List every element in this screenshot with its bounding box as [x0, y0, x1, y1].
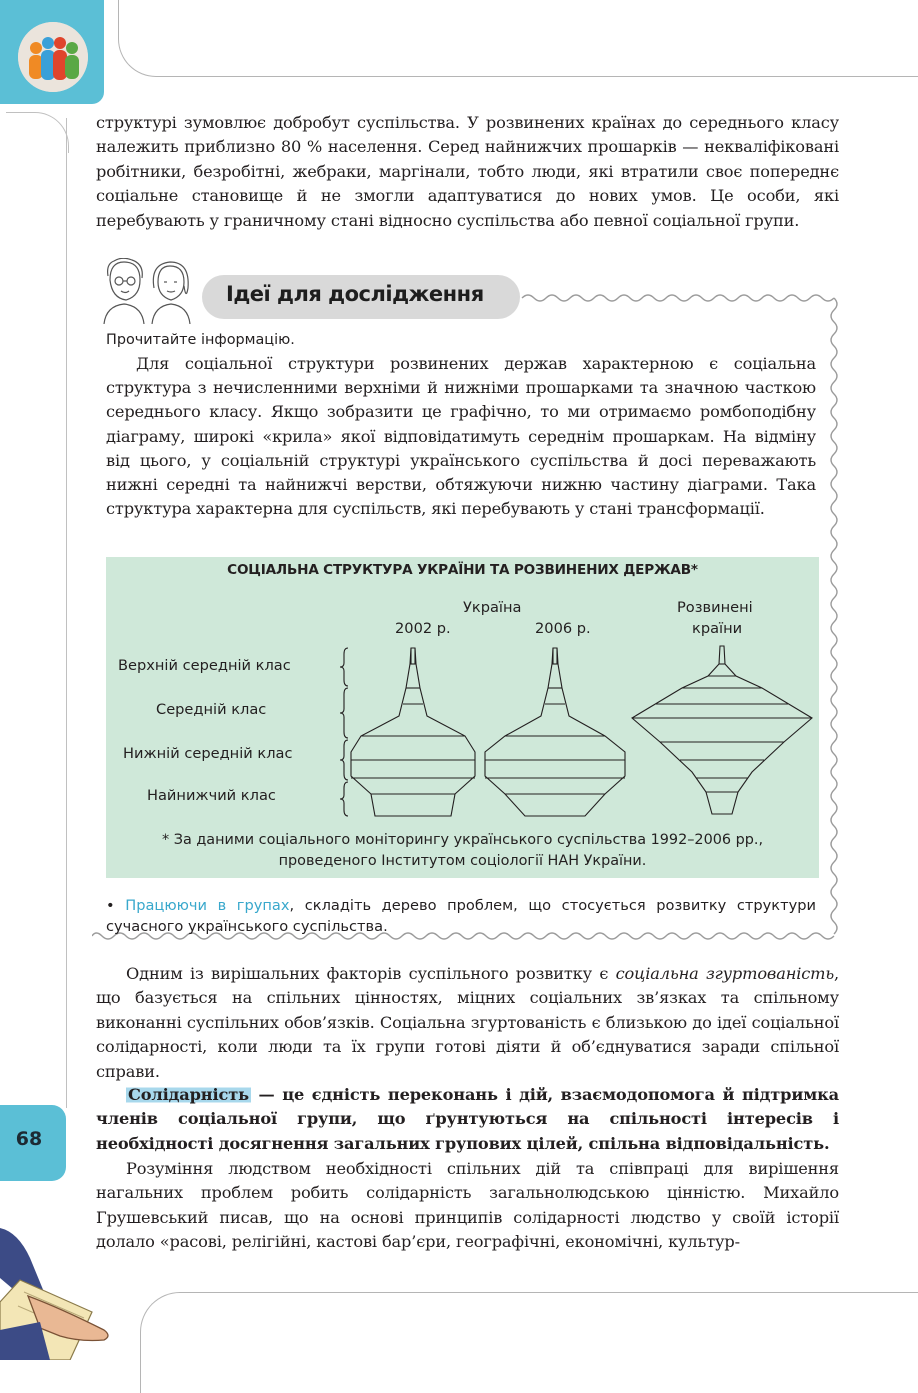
row-bracket-1: [340, 648, 348, 686]
shape-2006-outline: [485, 648, 625, 816]
row-bracket-2: [340, 688, 348, 738]
read-instruction: Прочитайте інформацію.: [106, 332, 295, 348]
column-label-2002: 2002 р.: [395, 620, 451, 637]
row-bracket-4: [340, 782, 348, 816]
definition-term: Солідарність: [128, 1085, 249, 1104]
two-faces-icon: [100, 258, 196, 324]
page-number: 68: [15, 1128, 43, 1150]
final-paragraph: Розуміння людством необхідності спільних дій та співпраці для вирішення нагальних проблем робить солідарність загальнолюдською цінністю. Михайло Грушевський писав, що на основі принципів солідарності людство у своїй історії долало «расові, релігійні, кастові бар’єри, географічні, економічні, культур-: [96, 1159, 839, 1252]
column-label-developed-line2: країни: [692, 620, 743, 637]
intro-paragraph: структурі зумовлює добробут суспільства. У розвинених країнах до середнього класу належить приблизно 80 % населення. Серед найнижчих прошарків — некваліфіковані робітники, безробітні, жебраки, маргінали, тобто люди, які втратили своє попереднє соціальне становище й не змогли адаптуватися до нових умов. Це особи, які перебувають у граничному стані відносно суспільства або певної соціальної групи.: [96, 113, 839, 230]
ideas-title: Ідеї для дослідження: [226, 282, 484, 306]
bottom-page-frame: [140, 1292, 918, 1393]
group-task-text: , складіть дерево проблем, що стосується розвитку структури сучасного українського суспільства.: [106, 897, 817, 935]
group-work-link[interactable]: Працюючи в групах: [125, 897, 290, 914]
row-label-lowest: Найнижчий клас: [147, 787, 276, 804]
column-label-2006: 2006 р.: [535, 620, 591, 637]
column-label-developed-line1: Розвинені: [677, 599, 753, 616]
cohesion-paragraph: [96, 962, 839, 1084]
cohesion-text-after: , що базується на спільних цінностях, міцних соціальних зв’язках та спільному виконанні суспільних обов’язків. Соціальна згуртованість є близькою до ідеї соціальної солідарності, коли люди та їх групи готові діяти й об’єднуватися заради спільної справи.: [96, 964, 840, 1081]
people-logo-icon: [18, 22, 88, 92]
group-task: • Працюючи в групах, складіть дерево проблем, що стосується розвитку структури сучасного українського суспільства.: [106, 897, 817, 935]
footnote-line-1: * За даними соціального моніторингу українського суспільства 1992–2006 рр.,: [161, 832, 764, 848]
solidarity-definition: [96, 1083, 839, 1156]
definition-text: — це єдність переконань і дій, взаємодопомога й підтримка членів соціальної групи, що ґрунтуються на спільності інтересів і необхідності досягнення загальних групових цілей, спільна відповідальність.: [96, 1085, 839, 1153]
cohesion-text-before: Одним із вирішальних факторів суспільного розвитку є: [126, 964, 616, 983]
cohesion-term: соціальна згуртованість: [615, 964, 835, 983]
left-page-frame-corner: [6, 112, 69, 153]
chart-title: СОЦІАЛЬНА СТРУКТУРА УКРАЇНИ ТА РОЗВИНЕНИХ ДЕРЖАВ*: [227, 562, 698, 578]
left-page-frame-line: [66, 118, 67, 1108]
row-label-upper-middle: Верхній середній клас: [118, 657, 291, 674]
shape-developed-outline: [632, 646, 812, 814]
top-page-frame: [118, 0, 918, 77]
chart-footnote: [106, 830, 819, 872]
ideas-text: Для соціальної структури розвинених держав характерною є соціальна структура з нечисленними верхніми й нижніми прошарками та значною часткою середнього класу. Якщо зобразити це графічно, то ми отримаємо ромбоподібну діаграму, широкі «крила» якої відповідатимуть середнім прошаркам. На відміну від цього, у соціальній структурі українського суспільства й досі переважають нижні середні та найнижчі верстви, обтяжуючи нижню частину діаграми. Така структура характерна для суспільств, які перебувають у стані трансформації.: [106, 354, 816, 519]
row-label-lower-middle: Нижній середній клас: [123, 745, 293, 762]
footnote-line-2: проведеного Інститутом соціології НАН України.: [278, 853, 647, 869]
group-label-ukraine: Україна: [463, 599, 522, 616]
row-label-middle: Середній клас: [156, 701, 267, 718]
row-bracket-3: [340, 740, 348, 780]
shape-2002-outline: [351, 648, 475, 816]
